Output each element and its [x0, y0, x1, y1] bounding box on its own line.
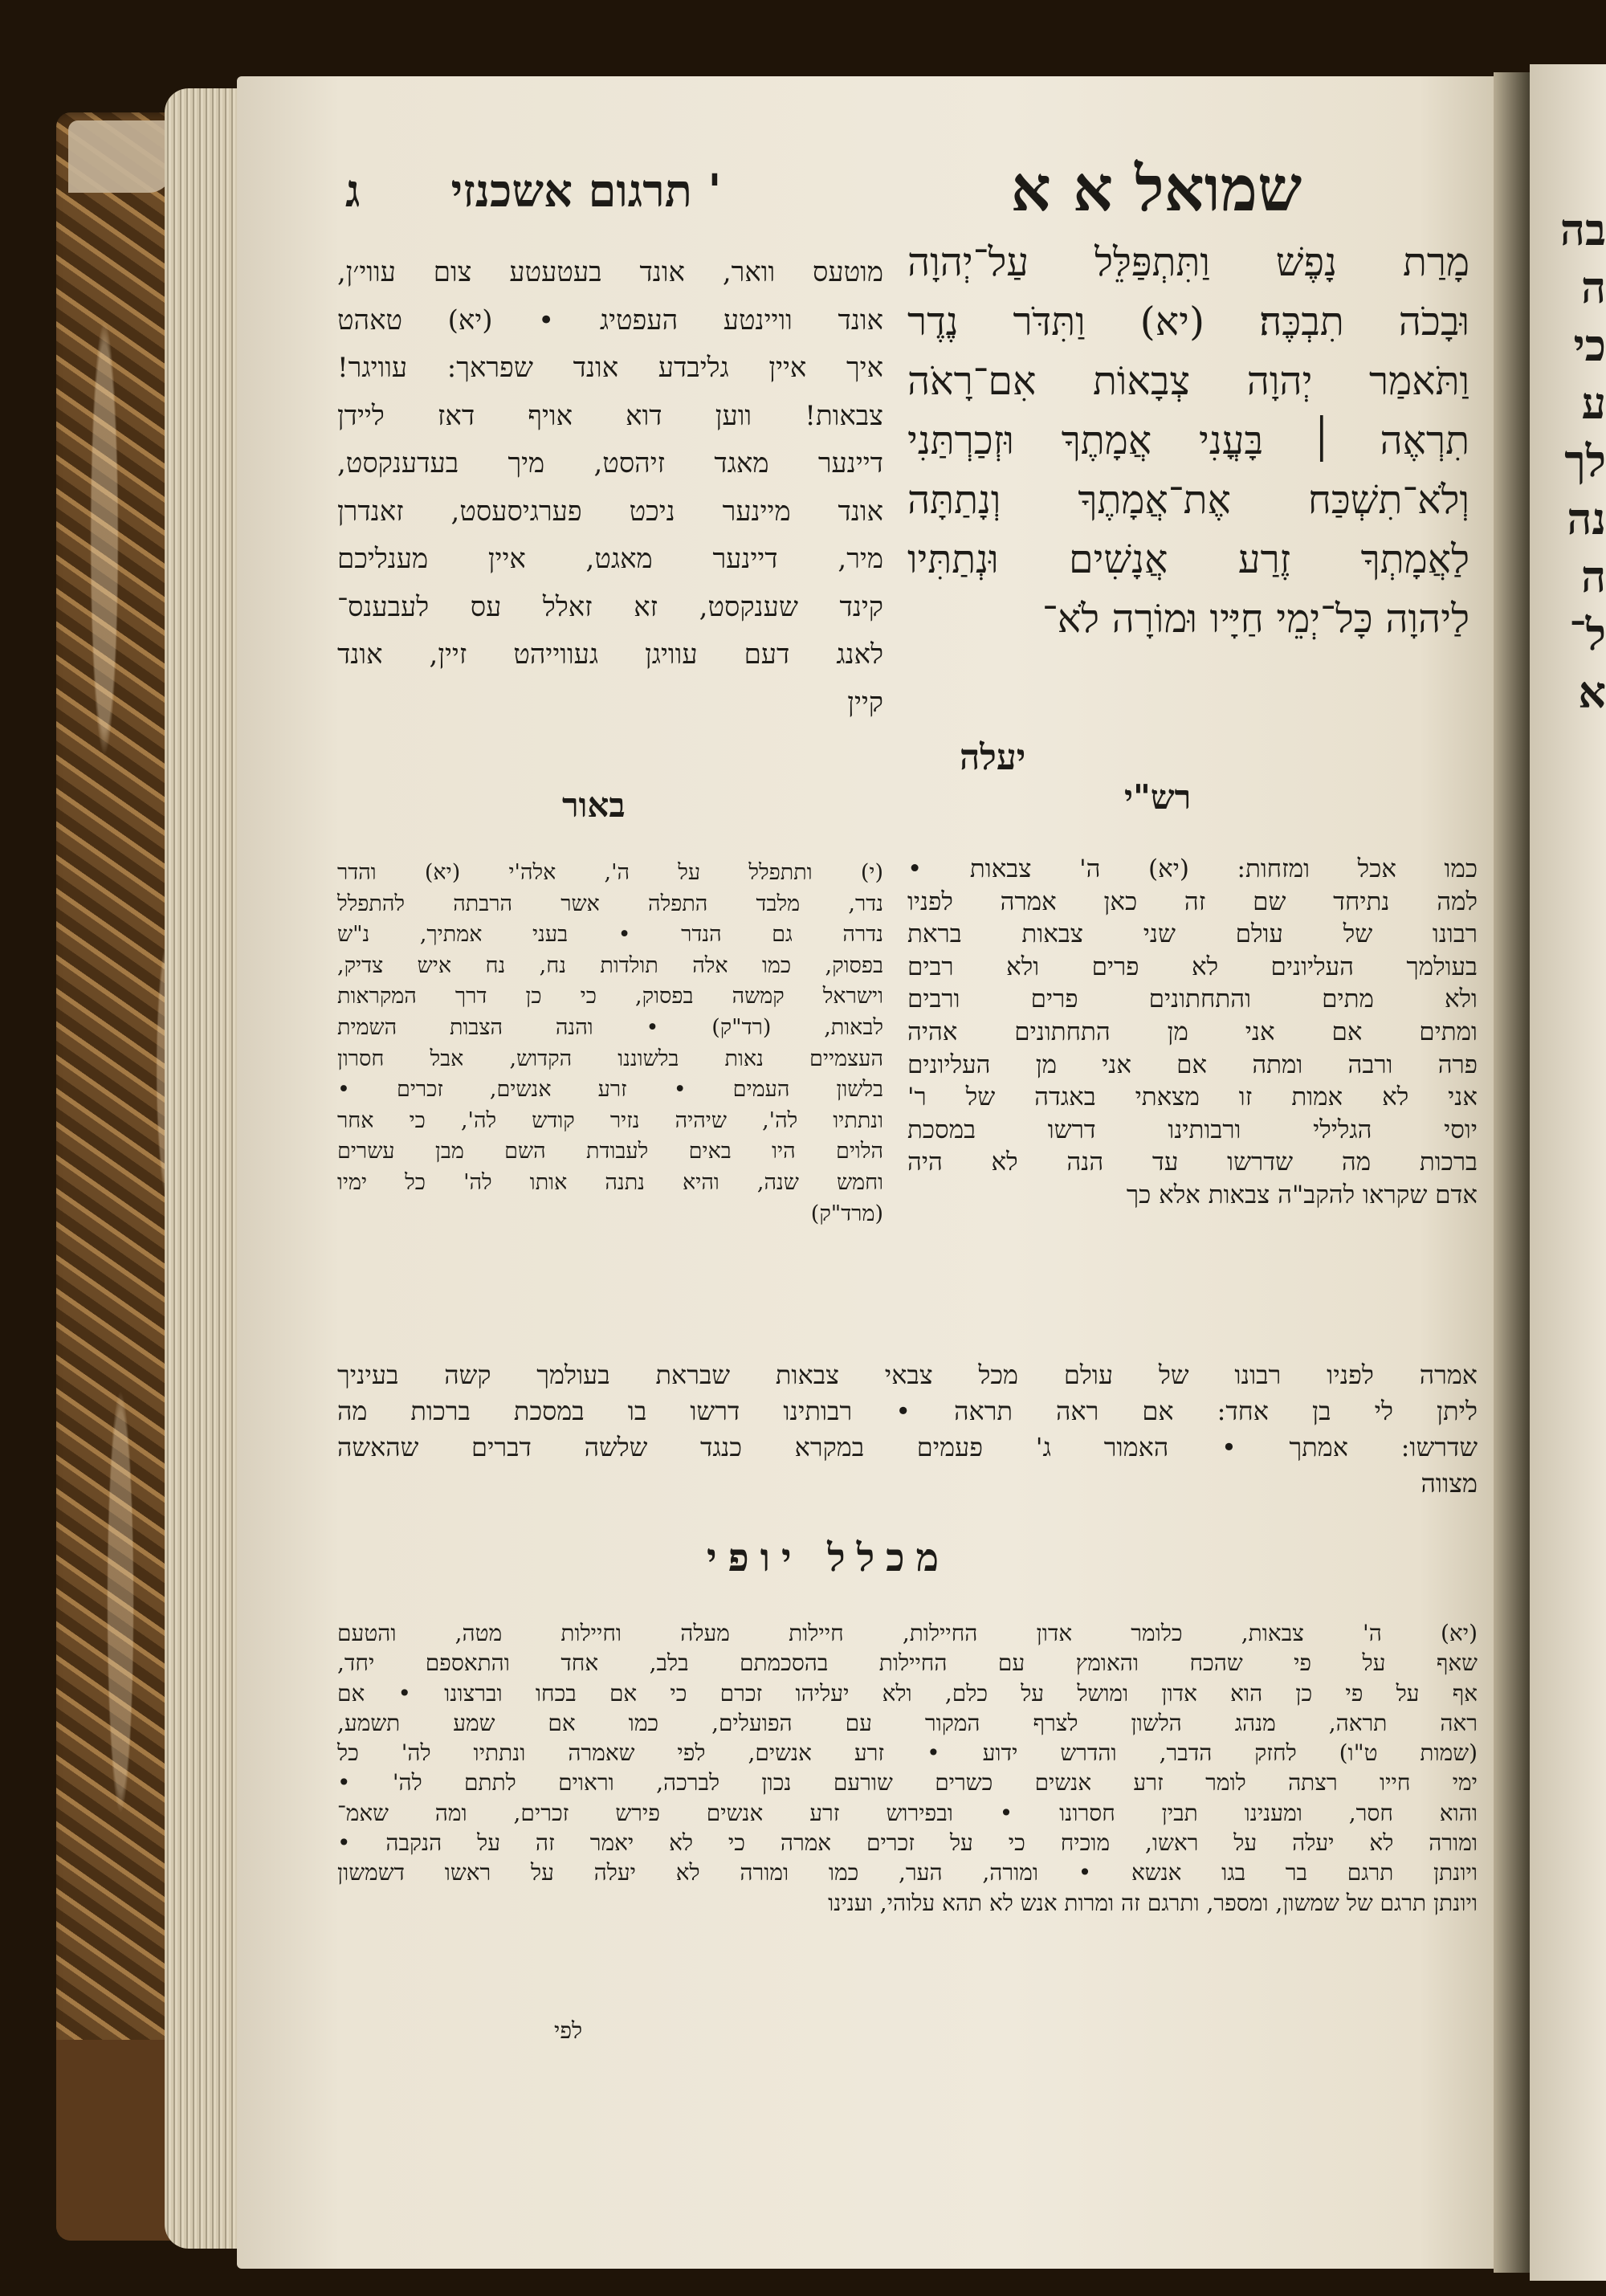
page-edges	[165, 88, 241, 2249]
text-line: אמרה לפניו רבונו של עולם מכל צבאי צבאות שבראת בעולמך קשה בעיניך	[337, 1360, 1478, 1390]
text-line: ונתתיו לה', שיהיה נזיר קודש לה', כי אחר	[337, 1107, 883, 1133]
text-line: בעולמך העליונים לא פרים ולא רבים	[907, 952, 1478, 981]
text-line: העצמיים נאות בלשוננו הקדוש, אבל חסרון	[337, 1046, 883, 1071]
yiddish-translation	[337, 249, 883, 727]
text-line: (שמות ט"ו) לחזק הדבר, והדרש ידוע • זרע אנשים, לפי שאמרה ונתתיו לה' כל	[337, 1739, 1478, 1767]
text-line: נדר, מלבד התפלה אשר הרבתה להתפלל	[337, 891, 883, 916]
text-line: נדרה גם הנדר • בעני אמתיך, נ"ש	[337, 922, 883, 948]
facing-page-fragment: לך	[1564, 435, 1606, 487]
facing-page-fragment: ה	[1580, 262, 1606, 313]
text-line: איך איין גליבדע אונד שפראך: עוויגר!	[337, 352, 883, 384]
text-line: לַאֲמָתְךָ זֶרַע אֲנָשִׁים וּנְתַתִּיו	[907, 536, 1469, 582]
facing-page-fragment: ע	[1581, 377, 1606, 429]
text-line: קיין	[847, 686, 883, 719]
mikhlal-yofi-heading: מכלל יופי	[707, 1535, 951, 1580]
facing-page-fragment: ה	[1580, 551, 1606, 602]
rashi-commentary-continued	[337, 1357, 1478, 1502]
facing-page-text	[1542, 201, 1606, 721]
text-line: קינד שענקסט, זא זאלל עס לעבענס־	[337, 590, 883, 623]
facing-page-fragment: נה	[1567, 493, 1606, 544]
text-line: ראה תראה, מנהג הלשון לצרף המקור עם הפועלים, כמו אם שמע תשמע,	[337, 1709, 1478, 1736]
text-line: יוסי הגלילי ורבותינו דרשו במסכת	[907, 1115, 1478, 1144]
facing-page-fragment: ל־	[1569, 609, 1606, 660]
text-line: תִרְאֶה ׀ בָּעֳנִי אֲמָתֶךָ וּזְכַרְתַּנִי	[907, 418, 1469, 463]
facing-page-fragment: כי	[1573, 320, 1606, 371]
text-line: (י) ותתפלל על ה', אלה'י (יא) והדר	[337, 860, 883, 885]
text-line: מָרַת נָפֶשׁ וַתִּתְפַּלֵּל עַל־יְהוָה	[907, 239, 1469, 285]
text-line: שדרשו: אמתך • האמור ג' פעמים במקרא כנגד שלשה דברים שהאשה	[337, 1432, 1478, 1462]
verse-end-word: יעלה	[960, 737, 1026, 778]
text-line: אונד וויינטע העפטיג • (יא) טאהט	[337, 304, 883, 336]
text-line: פרה ורבה ומתה אם אני מן העליונים	[907, 1050, 1478, 1079]
text-line: מוטעס וואר, אונד בעטעטע צום עווי׳ן,	[337, 256, 883, 288]
text-line: וּבָכֹה תִבְכֶּה׃ (יא) וַתִּדֹּר נֶדֶר	[907, 299, 1469, 345]
text-line: למה נתיחד שם זה כאן אמרה לפניו	[907, 887, 1478, 916]
text-line: ומורה לא יעלה על ראשו, מוכיח כי על זכרים אמרה כי לא יאמר זה על הנקבה •	[337, 1829, 1478, 1857]
text-line: וישראל קמשה בפסוק, כי כן דרך המקראות	[337, 984, 883, 1009]
catchword: לפי	[554, 2017, 583, 2044]
verse-text	[907, 233, 1469, 649]
text-line: דיינער מאגד זיהסט, מיך בעדענקסט,	[337, 447, 883, 479]
page-letter: ג	[345, 165, 361, 218]
text-line: ימי חייו רצתה לומר זרע אנשים כשרים שורעם נכון לברכה, וראוים לתתם לה' •	[337, 1769, 1478, 1796]
book-gutter	[1494, 72, 1534, 2273]
biur-commentary	[337, 858, 883, 1230]
running-header-book: שמואל א א	[1010, 153, 1302, 226]
text-line: לאנג דעם עוויגן געווייהט זיין, אונד	[337, 638, 883, 671]
text-line: הלוים היו באים לעבודת השם מבן עשרים	[337, 1139, 883, 1164]
text-line: מצווה	[1421, 1468, 1478, 1499]
text-line: רבונו של עולם שני צבאות בראת	[907, 920, 1478, 949]
text-line: ליתן לי בן אחד: אם ראה תראה • רבותינו דרשו בו במסכת ברכות מה	[337, 1396, 1478, 1426]
text-line: (מרד"ק)	[810, 1201, 883, 1226]
text-line: ויונתן תרגם של שמשון, ומספר, ותרגם זה ומרות אנש לא תהא עלוהי, וענינו	[828, 1889, 1478, 1916]
text-line: מיר, דיינער מאגט, איין מענליכם	[337, 543, 883, 575]
text-line: לבאות, (רד"ק) • והנה הצבות השמית	[337, 1014, 883, 1040]
text-line: אף על פי כן הוא אדון ומושל על כלם, ולא יעליהו זכרם כי אם בכחו וברצונו • אם	[337, 1679, 1478, 1707]
text-line: אדם שקראו להקב"ה צבאות אלא כך	[1126, 1180, 1478, 1209]
text-line: ויונתן תרגם בר בגו אנשא • ומורה, הער, כמו ומורה לא יעלה על ראשו דשמשון	[337, 1859, 1478, 1886]
text-line: ולא מתים והתחתונים פרים ורבים	[907, 985, 1478, 1014]
text-line: אונד מיינער ניכט פערגיסעסט, זאנדרן	[337, 495, 883, 528]
header-translation-title: ' תרגום אשכנזי	[450, 165, 722, 218]
biur-heading: באור	[562, 785, 626, 825]
running-header-translation	[345, 165, 827, 218]
facing-page-fragment: בה	[1559, 204, 1606, 255]
cover-corner-top	[68, 120, 173, 193]
cover-corner-bottom	[56, 2040, 177, 2241]
mikhlal-yofi-commentary	[337, 1618, 1478, 1918]
text-line: וחמש שנה, והיא נתנה אותו לה' כל ימיו	[337, 1169, 883, 1195]
text-line: כמו אכל ומזחות: (יא) ה' צבאות •	[907, 854, 1478, 883]
text-line: ומתים אם אני מן התחתונים אהיה	[907, 1017, 1478, 1046]
facing-page-fragment: א	[1578, 667, 1606, 718]
text-line: (יא) ה' צבאות, כלומר אדון החיילות, חיילות מעלה וחיילות מטה, והטעם	[337, 1620, 1478, 1646]
rashi-heading: רש"י	[1124, 777, 1192, 817]
text-line: וְלֹא־תִשְׁכַּח אֶת־אֲמָתֶךָ וְנָתַתָּה	[907, 477, 1469, 523]
text-line: וַתֹּאמַר יְהוָה צְבָאוֹת אִם־רָאֹה	[907, 358, 1469, 404]
text-line: שאף על פי שהכח והאומץ עם החיילות בהסכמתם בלב, אחד והתאספם יחד,	[337, 1650, 1478, 1677]
rashi-commentary	[907, 853, 1478, 1212]
text-line: לַיהוָה כָּל־יְמֵי חַיָּיו וּמוֹרָה לֹא־	[1041, 596, 1469, 642]
text-line: אני לא אמות זו מצאתי באגדה של ר'	[907, 1083, 1478, 1112]
text-line: ברכות מה שדרשו עד הנה לא היה	[907, 1148, 1478, 1177]
text-line: בפסוק, כמו אלה תולדות נח, נח איש צדיק,	[337, 952, 883, 978]
text-line: צבאות! ווען דוא אויף דאז ליידן	[337, 399, 883, 432]
text-line: בלשון העמים • זרע אנשים, זכרים •	[337, 1077, 883, 1103]
text-line: והוא חסר, ומענינו תבין חסרונו • ובפירוש זרע אנשים פירש זכרים, ומה שאמ־	[337, 1799, 1478, 1826]
